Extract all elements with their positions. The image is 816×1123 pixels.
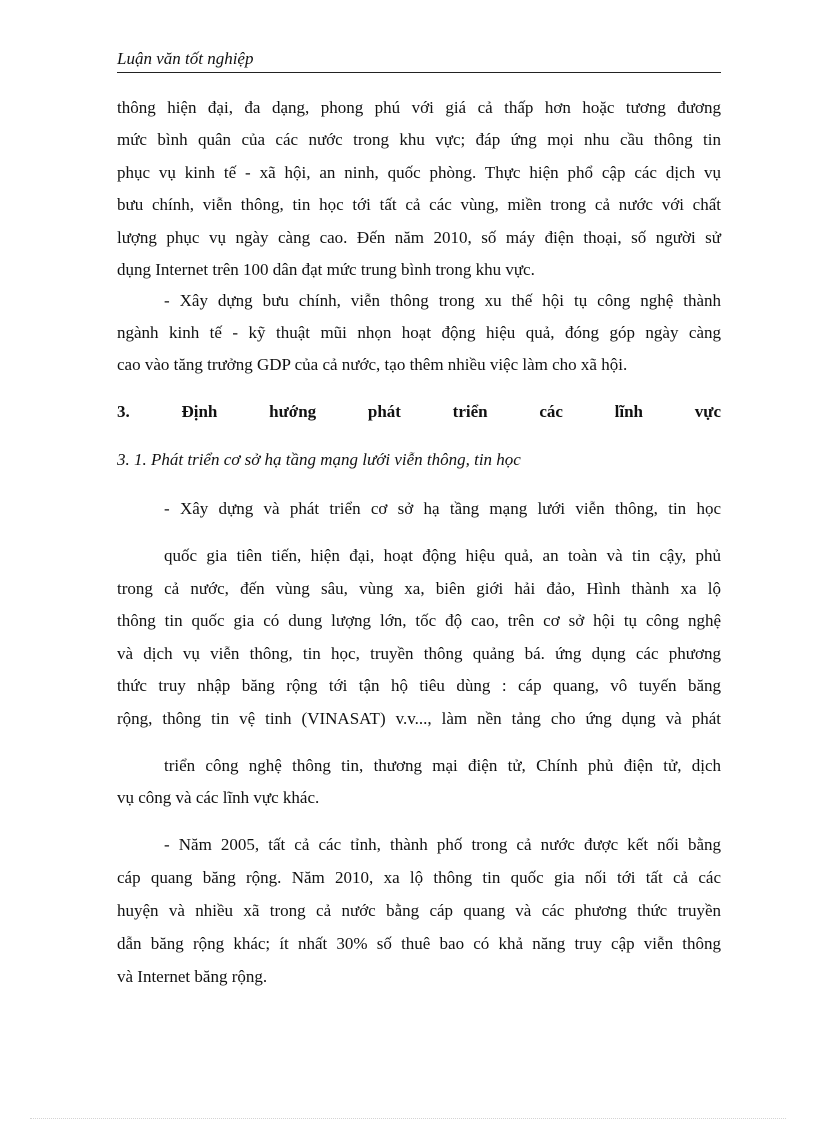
text-line: trong cả nước, đến vùng sâu, vùng xa, biên giới hải đảo, Hình thành xa lộ (117, 578, 721, 598)
text-line: thông tin quốc gia có dung lượng lớn, tốc độ cao, trên cơ sở hội tụ công nghệ (117, 611, 721, 631)
document-title: Luận văn tốt nghiệp (117, 49, 254, 68)
text-line: dụng Internet trên 100 dân đạt mức trung bình trong khu vực. (117, 260, 535, 280)
text-line: triển công nghệ thông tin, thương mại điện tử, Chính phủ điện tử, dịch (164, 756, 721, 775)
page-bottom-divider (30, 1118, 786, 1119)
text-line: bưu chính, viễn thông, tin học tới tất cả các vùng, miền trong cả nước với chất (117, 195, 721, 215)
paragraph-5 (117, 750, 721, 814)
text-line: - Năm 2005, tất cả các tỉnh, thành phố trong cả nước được kết nối bằng (164, 835, 721, 854)
text-line: thức truy nhập băng rộng tới tận hộ tiêu dùng : cáp quang, vô tuyến băng (117, 676, 721, 696)
text-line: phục vụ kinh tế - xã hội, an ninh, quốc phòng. Thực hiện phổ cập các dịch vụ (117, 162, 721, 182)
text-line: quốc gia tiên tiến, hiện đại, hoạt động hiệu quả, an toàn và tin cậy, phủ (164, 546, 721, 565)
text-line: vụ công và các lĩnh vực khác. (117, 788, 320, 807)
section-heading: 3. Định hướng phát triển các lĩnh vực (117, 402, 721, 421)
text-line: huyện và nhiều xã trong cả nước bằng cáp quang và các phương thức truyền (117, 901, 721, 920)
text-line: - Xây dựng và phát triển cơ sở hạ tầng mạng lưới viễn thông, tin học (164, 499, 721, 518)
text-line: dẫn băng rộng khác; ít nhất 30% số thuê bao có khả năng truy cập viễn thông (117, 934, 721, 953)
text-line: rộng, thông tin vệ tinh (VINASAT) v.v..., làm nền tảng cho ứng dụng và phát (117, 708, 721, 728)
text-line: và Internet băng rộng. (117, 967, 268, 986)
subsection-heading: 3. 1. Phát triển cơ sở hạ tầng mạng lưới viễn thông, tin học (117, 450, 521, 469)
paragraph-1 (117, 92, 721, 286)
text-line: - Xây dựng bưu chính, viễn thông trong xu thế hội tụ công nghệ thành (164, 291, 721, 310)
paragraph-6 (117, 828, 721, 993)
text-line: cáp quang băng rộng. Năm 2010, xa lộ thông tin quốc gia nối tới tất cả các (117, 868, 721, 887)
paragraph-2 (117, 285, 721, 381)
text-line: và dịch vụ viễn thông, tin học, truyền thông quảng bá. ứng dụng các phương (117, 643, 721, 663)
page-header (117, 48, 721, 73)
text-line: cao vào tăng trưởng GDP của cả nước, tạo thêm nhiều việc làm cho xã hội. (117, 355, 628, 374)
text-line: lượng phục vụ ngày càng cao. Đến năm 2010, số máy điện thoại, số người sử (117, 227, 721, 247)
paragraph-4 (117, 540, 721, 736)
text-line: mức bình quân của các nước trong khu vực; đáp ứng mọi nhu cầu thông tin (117, 130, 721, 150)
text-line: ngành kinh tế - kỹ thuật mũi nhọn hoạt động hiệu quả, đóng góp ngày càng (117, 323, 721, 342)
text-line: thông hiện đại, đa dạng, phong phú với giá cả thấp hơn hoặc tương đương (117, 98, 721, 117)
paragraph-3 (117, 494, 721, 524)
